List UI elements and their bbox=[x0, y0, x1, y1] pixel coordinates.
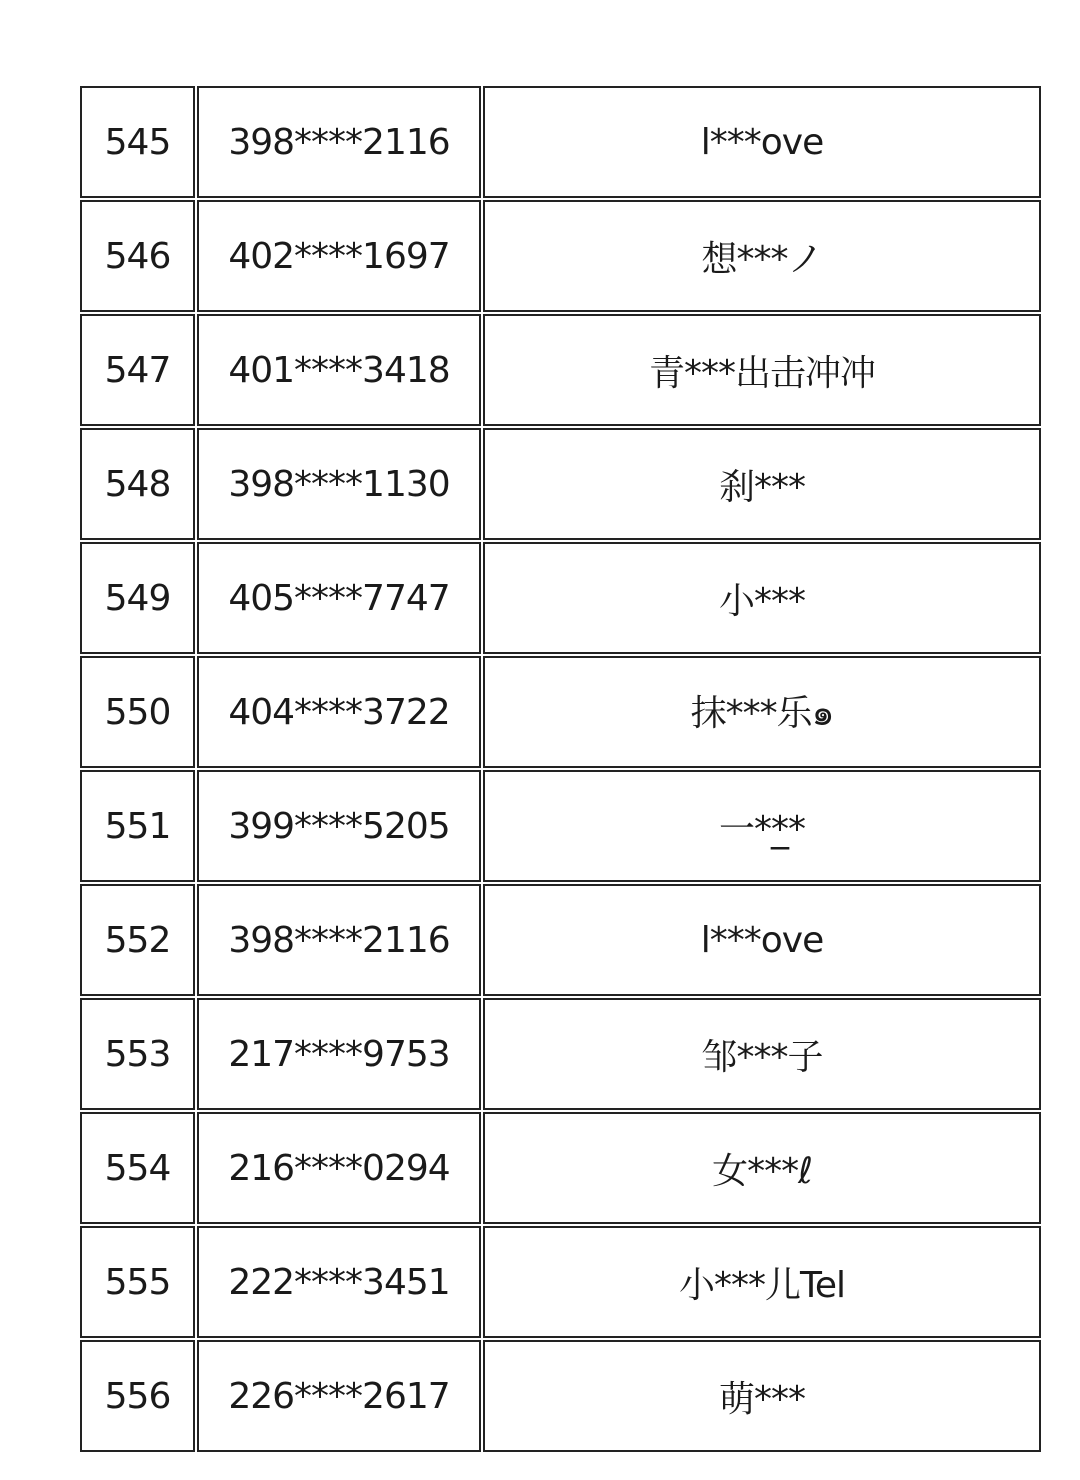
table-row bbox=[80, 1339, 1045, 1453]
table-row bbox=[80, 997, 1045, 1111]
table-row bbox=[80, 883, 1045, 997]
table-row bbox=[80, 427, 1045, 541]
user-id-cell: 398****2116 bbox=[197, 86, 481, 198]
ranking-table bbox=[80, 85, 1045, 1453]
nickname-cell: l***ove bbox=[483, 884, 1041, 996]
table-row bbox=[80, 85, 1045, 199]
table-row bbox=[80, 541, 1045, 655]
user-id-cell: 217****9753 bbox=[197, 998, 481, 1110]
nickname-cell: 女***ℓ bbox=[483, 1112, 1041, 1224]
table-row bbox=[80, 1225, 1045, 1339]
table-row bbox=[80, 655, 1045, 769]
user-id-cell: 222****3451 bbox=[197, 1226, 481, 1338]
row-number-cell: 545 bbox=[80, 86, 195, 198]
nickname-cell: 刹*** bbox=[483, 428, 1041, 540]
user-id-cell: 404****3722 bbox=[197, 656, 481, 768]
nickname-cell: 萌*** bbox=[483, 1340, 1041, 1452]
row-number-cell: 553 bbox=[80, 998, 195, 1110]
row-number-cell: 549 bbox=[80, 542, 195, 654]
nickname-cell: l***ove bbox=[483, 86, 1041, 198]
row-number-cell: 548 bbox=[80, 428, 195, 540]
nickname-cell: 邹***子 bbox=[483, 998, 1041, 1110]
user-id-cell: 402****1697 bbox=[197, 200, 481, 312]
user-id-cell: 216****0294 bbox=[197, 1112, 481, 1224]
row-number-cell: 547 bbox=[80, 314, 195, 426]
user-id-cell: 405****7747 bbox=[197, 542, 481, 654]
table-row bbox=[80, 769, 1045, 883]
user-id-cell: 226****2617 bbox=[197, 1340, 481, 1452]
user-id-cell: 399****5205 bbox=[197, 770, 481, 882]
table-row bbox=[80, 1111, 1045, 1225]
nickname-cell: 小*** bbox=[483, 542, 1041, 654]
nickname-cell: 抹***乐๑ bbox=[483, 656, 1041, 768]
user-id-cell: 398****1130 bbox=[197, 428, 481, 540]
row-number-cell: 551 bbox=[80, 770, 195, 882]
table-row bbox=[80, 199, 1045, 313]
user-id-cell: 398****2116 bbox=[197, 884, 481, 996]
row-number-cell: 554 bbox=[80, 1112, 195, 1224]
nickname-cell: 想***ノ bbox=[483, 200, 1041, 312]
row-number-cell: 550 bbox=[80, 656, 195, 768]
row-number-cell: 556 bbox=[80, 1340, 195, 1452]
nickname-cell: 小***儿Tel bbox=[483, 1226, 1041, 1338]
nickname-cell: 一**̲* bbox=[483, 770, 1041, 882]
table-row bbox=[80, 313, 1045, 427]
row-number-cell: 546 bbox=[80, 200, 195, 312]
row-number-cell: 552 bbox=[80, 884, 195, 996]
row-number-cell: 555 bbox=[80, 1226, 195, 1338]
user-id-cell: 401****3418 bbox=[197, 314, 481, 426]
nickname-cell: 青***出击冲冲 bbox=[483, 314, 1041, 426]
